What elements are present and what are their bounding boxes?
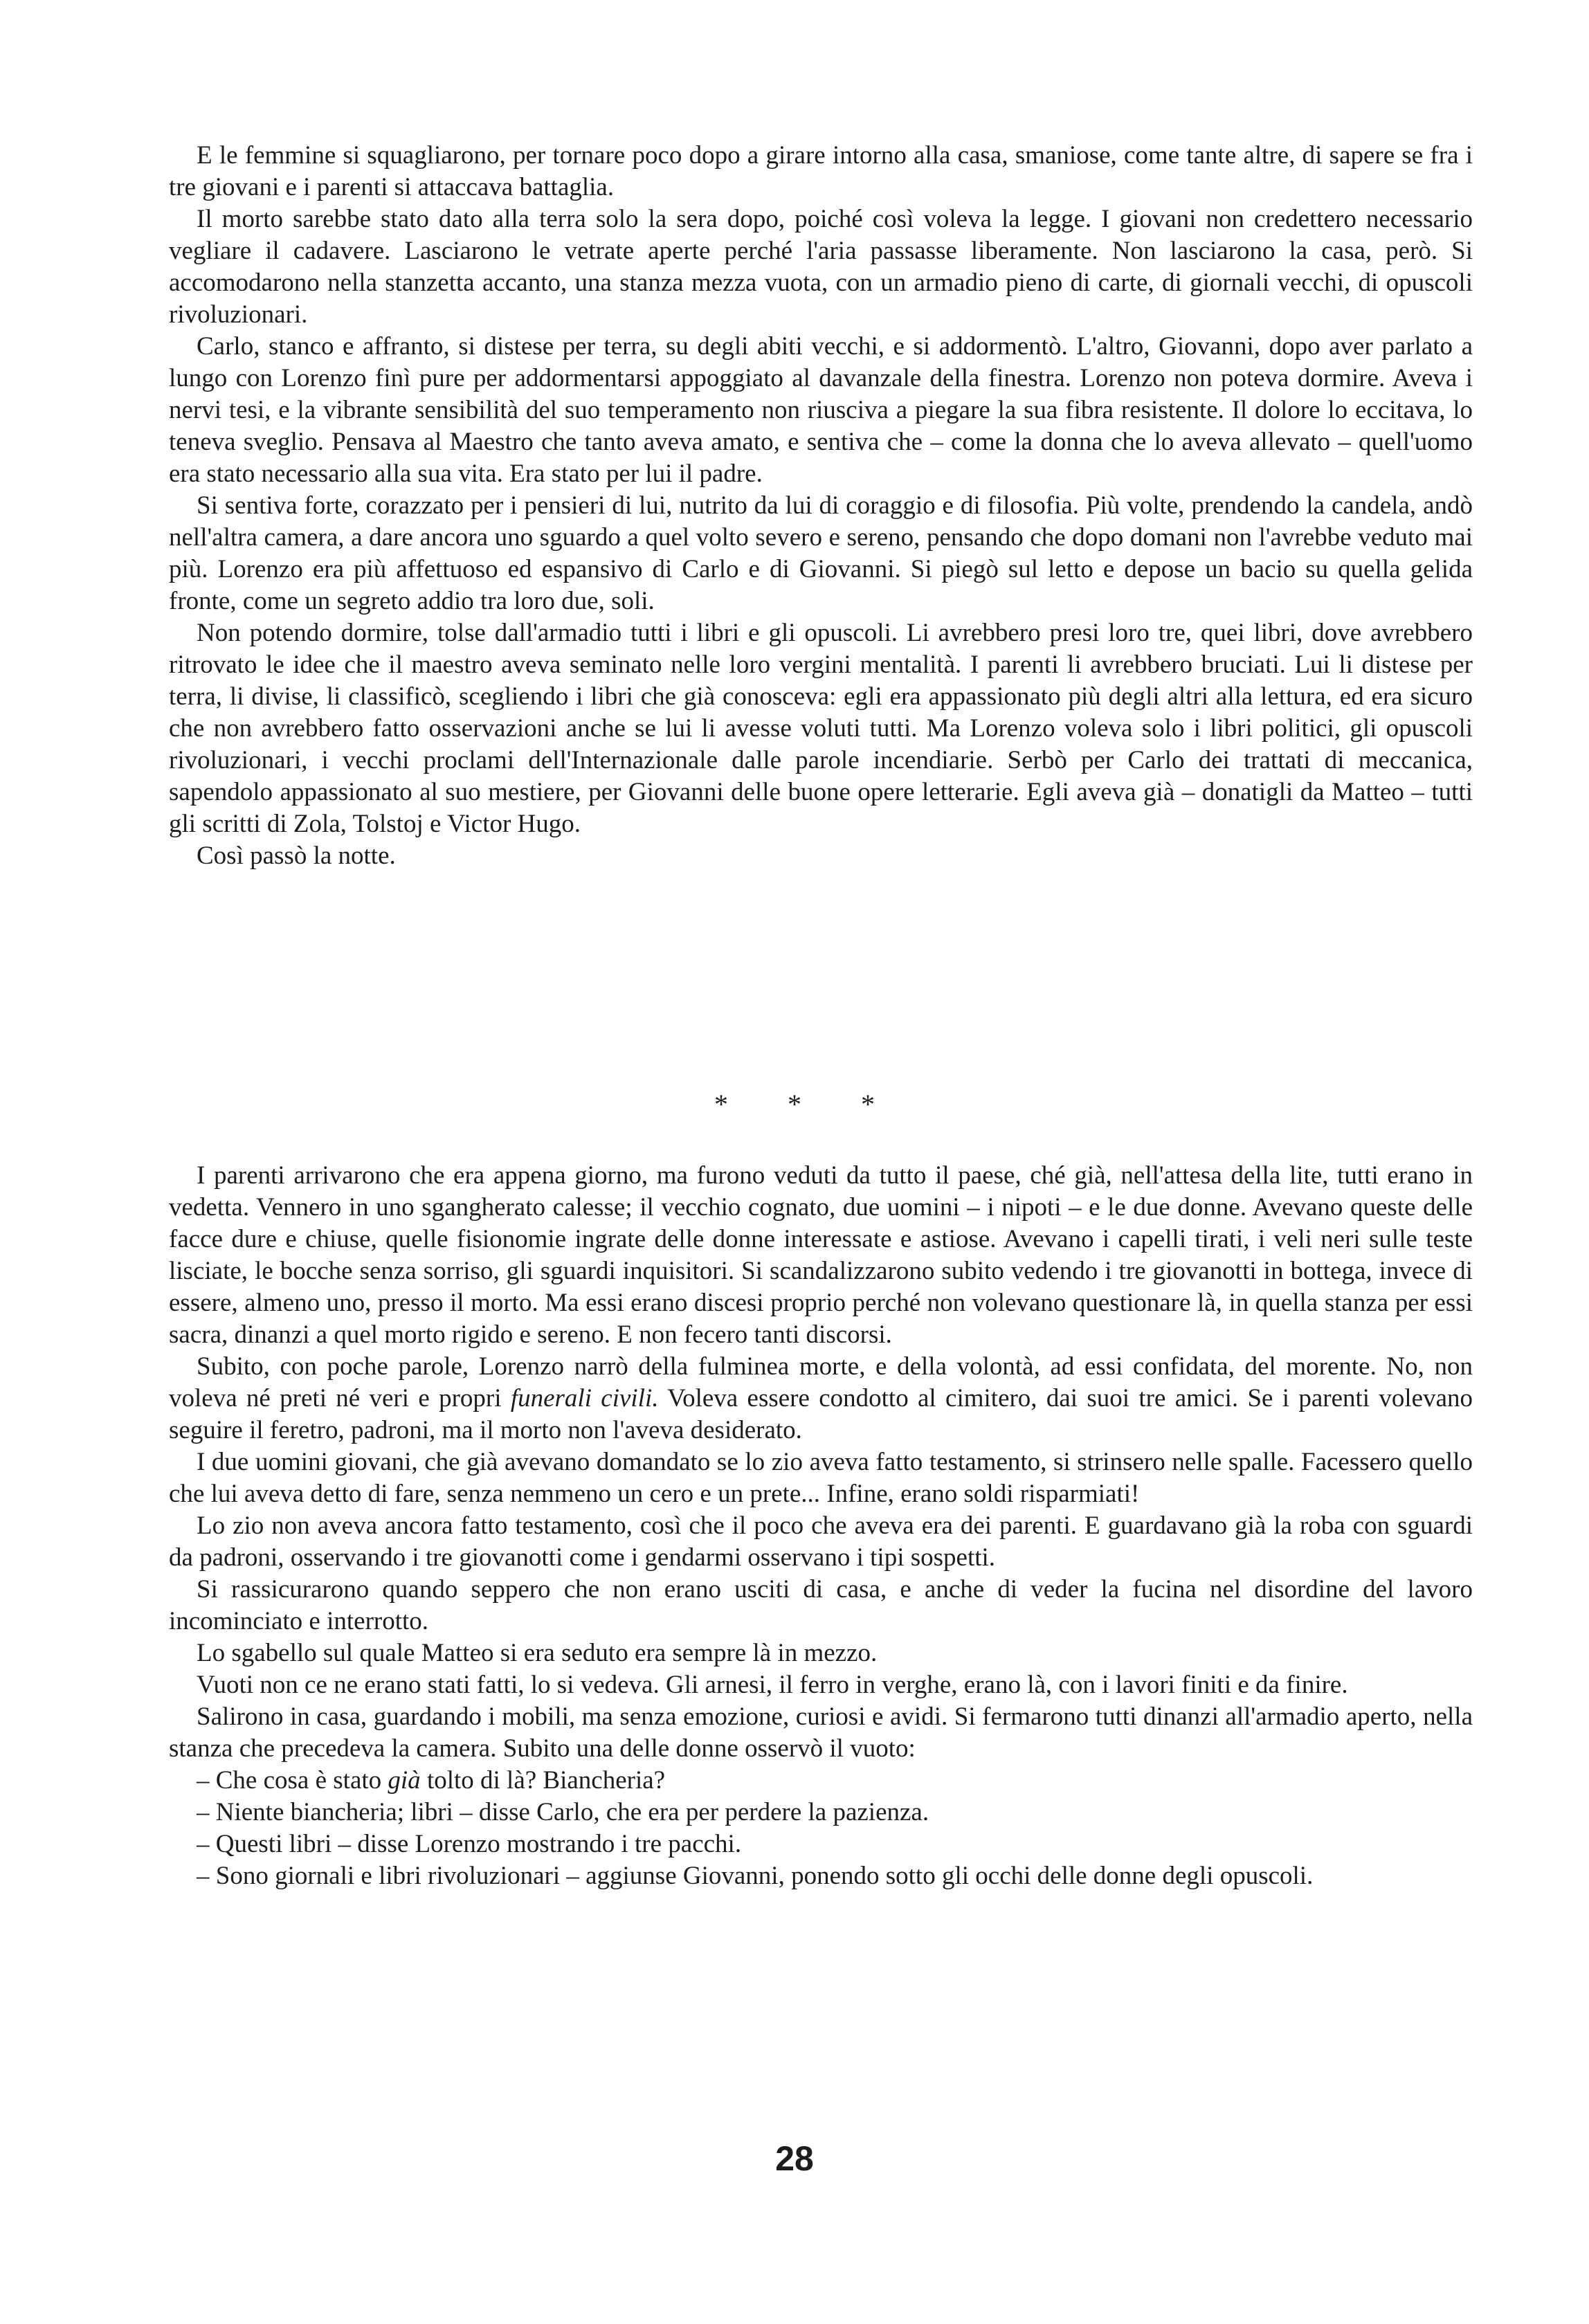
paragraph: Non potendo dormire, tolse dall'armadio tutti i libri e gli opuscoli. Li avrebbero presi loro tre, quei libri, dove avrebbero ritrovato le idee che il maestro aveva seminato nelle loro vergini mentalità. I parenti li avrebbero bruciati. Lui li distese per terra, li divise, li classificò, scegliendo i libri che già conosceva: egli era appassionato più degli altri alla lettura, ed era sicuro che non avrebbero fatto osservazioni anche se lui li avesse voluti tutti. Ma Lorenzo voleva solo i libri politici, gli opuscoli rivoluzionari, i vecchi proclami dell'Internazionale dalle parole incendiarie. Serbò per Carlo dei trattati di meccanica, sapendolo appassionato al suo mestiere, per Giovanni delle buone opere letterarie. Egli aveva già – donatigli da Matteo – tutti gli scritti di Zola, Tolstoj e Victor Hugo. [169, 619, 1473, 838]
section-separator: * * * [714, 1089, 901, 1120]
text-run: Subito, con poche parole, Lorenzo narrò della fulminea morte, e della volontà, ad essi confidata, del morente. No, non voleva né preti né veri e propri [169, 1352, 1473, 1413]
paragraph: Così passò la notte. [197, 842, 396, 870]
dialogue-line [169, 1765, 1473, 1797]
paragraph: Salirono in casa, guardando i mobili, ma senza emozione, curiosi e avidi. Si fermarono tutti dinanzi all'armadio aperto, nella stanza che precedeva la camera. Subito una delle donne osservò il vuoto: [169, 1703, 1473, 1763]
paragraph [169, 1351, 1473, 1446]
paragraph: Si rassicurarono quando seppero che non erano usciti di casa, e anche di veder la fucina nel disordine del lavoro incominciato e interrotto. [169, 1575, 1473, 1635]
section-1 [169, 140, 1473, 872]
paragraph: I parenti arrivarono che era appena giorno, ma furono veduti da tutto il paese, ché già, nell'attesa della lite, tutti erano in vedetta. Vennero in uno sgangherato calesse; il vecchio cognato, due uomini – i nipoti – e le due donne. Avevano queste delle facce dure e chiuse, quelle fisionomie ingrate delle donne interessate e astiose. Avevano i capelli tirati, i veli neri sulle teste lisciate, le bocche senza sorriso, gli sguardi inquisitori. Si scandalizzarono subito vedendo i tre giovanotti in bottega, invece di essere, almeno uno, presso il morto. Ma essi erano discesi proprio perché non volevano questionare là, in quella stanza per essi sacra, dinanzi a quel morto rigido e sereno. E non fecero tanti discorsi. [169, 1161, 1473, 1349]
paragraph: Vuoti non ce ne erano stati fatti, lo si vedeva. Gli arnesi, il ferro in verghe, erano là, con i lavori finiti e da finire. [197, 1671, 1348, 1699]
paragraph: Lo zio non aveva ancora fatto testamento, così che il poco che aveva era dei parenti. E guardavano già la roba con sguardi da padroni, osservando i tre giovanotti come i gendarmi osservano i tipi sospetti. [169, 1511, 1473, 1572]
section-2 [169, 1160, 1473, 1892]
dialogue-line: – Sono giornali e libri rivoluzionari – aggiunse Giovanni, ponendo sotto gli occhi delle donne degli opuscoli. [197, 1862, 1314, 1890]
paragraph: I due uomini giovani, che già avevano domandato se lo zio aveva fatto testamento, si strinsero nelle spalle. Facessero quello che lui aveva detto di fare, senza nemmeno un cero e un prete... Infine, erano soldi risparmiati! [169, 1448, 1473, 1508]
page-number: 28 [775, 2139, 814, 2178]
text-run: Voleva essere condotto al cimitero, dai suoi tre amici. Se i parenti volevano seguire il feretro, padroni, ma il morto non l'aveva desiderato. [169, 1384, 1473, 1444]
italic-text: funerali civili. [510, 1384, 659, 1413]
italic-text: già [388, 1766, 421, 1795]
paragraph: Lo sgabello sul quale Matteo si era seduto era sempre là in mezzo. [197, 1639, 878, 1667]
paragraph: Carlo, stanco e affranto, si distese per terra, su degli abiti vecchi, e si addormentò. L'altro, Giovanni, dopo aver parlato a lungo con Lorenzo finì pure per addormentarsi appoggiato al davanzale della finestra. Lorenzo non poteva dormire. Aveva i nervi tesi, e la vibrante sensibilità del suo temperamento non riusciva a piegare la sua fibra resistente. Il dolore lo eccitava, lo teneva sveglio. Pensava al Maestro che tanto aveva amato, e sentiva che – come la donna che lo aveva allevato – quell'uomo era stato necessario alla sua vita. Era stato per lui il padre. [169, 332, 1473, 488]
paragraph: E le femmine si squagliarono, per tornare poco dopo a girare intorno alla casa, smaniose, come tante altre, di sapere se fra i tre giovani e i parenti si attaccava battaglia. [169, 141, 1473, 201]
paragraph: Si sentiva forte, corazzato per i pensieri di lui, nutrito da lui di coraggio e di filosofia. Più volte, prendendo la candela, andò nell'altra camera, a dare ancora uno sguardo a quel volto severo e sereno, pensando che dopo domani non l'avrebbe veduto mai più. Lorenzo era più affettuoso ed espansivo di Carlo e di Giovanni. Si piegò sul letto e depose un bacio su quella gelida fronte, come un segreto addio tra loro due, soli. [169, 491, 1473, 615]
text-run: tolto di là? Biancheria? [420, 1766, 666, 1795]
text-run: – Che cosa è stato [197, 1766, 388, 1795]
dialogue-line: – Questi libri – disse Lorenzo mostrando i tre pacchi. [197, 1830, 742, 1858]
paragraph: Il morto sarebbe stato dato alla terra solo la sera dopo, poiché così voleva la legge. I giovani non credettero necessario vegliare il cadavere. Lasciarono le vetrate aperte perché l'aria passasse liberamente. Non lasciarono la casa, però. Si accomodarono nella stanzetta accanto, una stanza mezza vuota, con un armadio pieno di carte, di giornali vecchi, di opuscoli rivoluzionari. [169, 205, 1473, 329]
dialogue-line: – Niente biancheria; libri – disse Carlo, che era per perdere la pazienza. [197, 1798, 929, 1826]
